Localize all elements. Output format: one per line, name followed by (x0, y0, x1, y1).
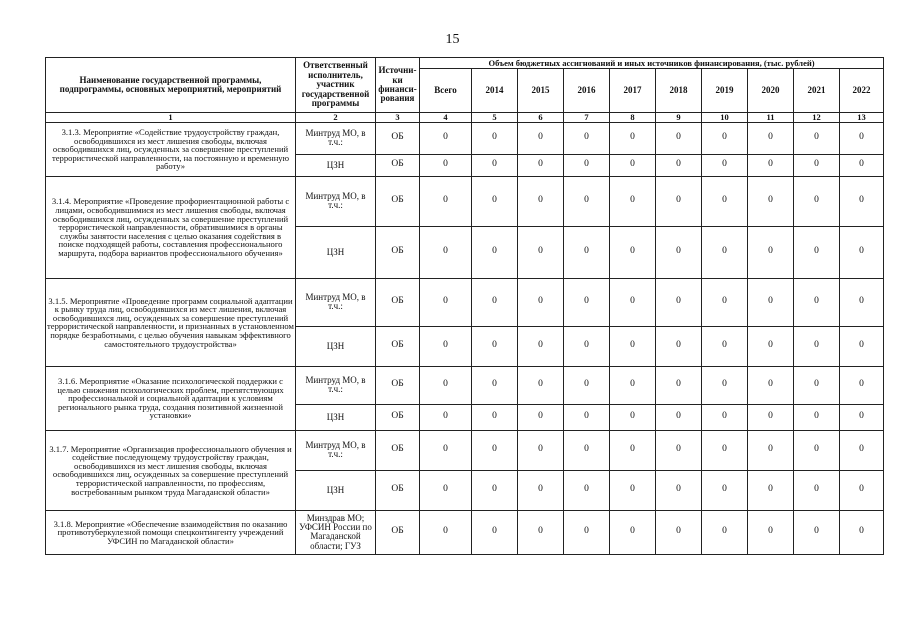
value-cell: 0 (472, 470, 518, 510)
value-cell: 0 (794, 404, 840, 430)
header-year: 2020 (748, 69, 794, 113)
measure-name: 3.1.3. Мероприятие «Содействие трудоустройству граждан, освободившихся из мест лишения свободы, включая освободившихся лиц, осужденных за совершение преступлений террористической направленности, на постоянную и временную работу» (46, 122, 296, 176)
header-year: 2017 (610, 69, 656, 113)
value-cell: 0 (420, 226, 472, 278)
value-cell: 0 (610, 470, 656, 510)
value-cell: 0 (702, 122, 748, 154)
value-cell: 0 (610, 326, 656, 366)
header-year: 2022 (840, 69, 884, 113)
header-year: 2019 (702, 69, 748, 113)
value-cell: 0 (610, 510, 656, 554)
value-cell: 0 (702, 226, 748, 278)
responsible-cell: ЦЗН (296, 154, 376, 176)
value-cell: 0 (656, 326, 702, 366)
source-cell: ОБ (376, 470, 420, 510)
value-cell: 0 (610, 154, 656, 176)
value-cell: 0 (472, 154, 518, 176)
value-cell: 0 (794, 122, 840, 154)
value-cell: 0 (840, 404, 884, 430)
column-number: 11 (748, 113, 794, 123)
value-cell: 0 (420, 326, 472, 366)
value-cell: 0 (564, 326, 610, 366)
value-cell: 0 (840, 278, 884, 326)
measure-name: 3.1.7. Мероприятие «Организация профессионального обучения и содействие последующему трудоустройству граждан, освободившихся из мест лишения свободы, включая освободившихся лиц, осужденных за совершение преступлений террористической направленности, по профессиям, востребованным рынком труда Магаданской области» (46, 430, 296, 510)
column-number: 13 (840, 113, 884, 123)
table-row (46, 366, 884, 404)
header-responsible: Ответственный исполнитель, участник государственной программы (296, 58, 376, 113)
value-cell: 0 (840, 430, 884, 470)
value-cell: 0 (840, 470, 884, 510)
value-cell: 0 (610, 278, 656, 326)
value-cell: 0 (656, 154, 702, 176)
value-cell: 0 (472, 326, 518, 366)
value-cell: 0 (472, 430, 518, 470)
table-row (46, 430, 884, 470)
value-cell: 0 (840, 226, 884, 278)
responsible-cell: ЦЗН (296, 226, 376, 278)
value-cell: 0 (840, 176, 884, 226)
value-cell: 0 (472, 278, 518, 326)
value-cell: 0 (564, 470, 610, 510)
value-cell: 0 (518, 176, 564, 226)
column-number: 2 (296, 113, 376, 123)
value-cell: 0 (656, 226, 702, 278)
value-cell: 0 (656, 176, 702, 226)
value-cell: 0 (702, 470, 748, 510)
measure-name: 3.1.6. Мероприятие «Оказание психологической поддержки с целью снижения психологических проблем, препятствующих профессиональной и социальной адаптации к условиям регионального рынка труда, создания позитивной жизненной установки» (46, 366, 296, 430)
value-cell: 0 (420, 154, 472, 176)
value-cell: 0 (748, 226, 794, 278)
header-year: 2016 (564, 69, 610, 113)
source-cell: ОБ (376, 122, 420, 154)
value-cell: 0 (656, 122, 702, 154)
column-number: 6 (518, 113, 564, 123)
value-cell: 0 (472, 404, 518, 430)
value-cell: 0 (420, 122, 472, 154)
value-cell: 0 (702, 176, 748, 226)
value-cell: 0 (702, 326, 748, 366)
column-number: 8 (610, 113, 656, 123)
value-cell: 0 (840, 326, 884, 366)
value-cell: 0 (564, 430, 610, 470)
value-cell: 0 (702, 510, 748, 554)
source-cell: ОБ (376, 154, 420, 176)
value-cell: 0 (564, 154, 610, 176)
source-cell: ОБ (376, 510, 420, 554)
column-number: 9 (656, 113, 702, 123)
value-cell: 0 (748, 122, 794, 154)
header-year: Всего (420, 69, 472, 113)
value-cell: 0 (748, 278, 794, 326)
column-number: 4 (420, 113, 472, 123)
column-number: 1 (46, 113, 296, 123)
header-year: 2021 (794, 69, 840, 113)
table-body (46, 122, 884, 554)
table-row (46, 510, 884, 554)
table-row (46, 278, 884, 326)
value-cell: 0 (420, 510, 472, 554)
value-cell: 0 (610, 226, 656, 278)
value-cell: 0 (518, 404, 564, 430)
value-cell: 0 (518, 366, 564, 404)
value-cell: 0 (748, 366, 794, 404)
value-cell: 0 (794, 226, 840, 278)
value-cell: 0 (794, 510, 840, 554)
responsible-cell: Минтруд МО, в т.ч.: (296, 278, 376, 326)
measure-name: 3.1.4. Мероприятие «Проведение профориентационной работы с лицами, освободившимися из мест лишения свободы, включая освободившихся лиц, осужденных за совершение преступлений террористической направленности, обратившимися в органы службы занятости населения с целью оказания содействия в поиске подходящей работы, составления профессионального маршрута, подбора вариантов профессионального обучения» (46, 176, 296, 278)
page-number: 15 (445, 32, 460, 47)
value-cell: 0 (656, 404, 702, 430)
value-cell: 0 (564, 366, 610, 404)
value-cell: 0 (518, 470, 564, 510)
responsible-cell: Минтруд МО, в т.ч.: (296, 176, 376, 226)
value-cell: 0 (610, 176, 656, 226)
value-cell: 0 (610, 366, 656, 404)
column-number: 7 (564, 113, 610, 123)
header-name: Наименование государственной программы, подпрограммы, основных мероприятий, мероприятий (46, 58, 296, 113)
measure-name: 3.1.8. Мероприятие «Обеспечение взаимодействия по оказанию противотуберкулезной помощи спецконтингенту учреждений УФСИН по Магаданской области» (46, 510, 296, 554)
responsible-cell: Минтруд МО, в т.ч.: (296, 430, 376, 470)
source-cell: ОБ (376, 366, 420, 404)
value-cell: 0 (840, 366, 884, 404)
value-cell: 0 (518, 154, 564, 176)
source-cell: ОБ (376, 326, 420, 366)
value-cell: 0 (794, 430, 840, 470)
value-cell: 0 (794, 154, 840, 176)
responsible-cell: ЦЗН (296, 470, 376, 510)
value-cell: 0 (794, 176, 840, 226)
header-source: Источни-ки финанси-рования (376, 58, 420, 113)
value-cell: 0 (610, 122, 656, 154)
responsible-cell: ЦЗН (296, 326, 376, 366)
value-cell: 0 (794, 366, 840, 404)
value-cell: 0 (702, 366, 748, 404)
value-cell: 0 (748, 470, 794, 510)
value-cell: 0 (564, 404, 610, 430)
value-cell: 0 (840, 510, 884, 554)
responsible-cell: Минтруд МО, в т.ч.: (296, 366, 376, 404)
value-cell: 0 (748, 326, 794, 366)
source-cell: ОБ (376, 278, 420, 326)
value-cell: 0 (656, 430, 702, 470)
value-cell: 0 (656, 470, 702, 510)
value-cell: 0 (794, 278, 840, 326)
column-number: 12 (794, 113, 840, 123)
source-cell: ОБ (376, 176, 420, 226)
value-cell: 0 (564, 278, 610, 326)
header-year: 2015 (518, 69, 564, 113)
header-year: 2014 (472, 69, 518, 113)
value-cell: 0 (420, 366, 472, 404)
value-cell: 0 (420, 278, 472, 326)
value-cell: 0 (702, 278, 748, 326)
responsible-cell: ЦЗН (296, 404, 376, 430)
value-cell: 0 (748, 154, 794, 176)
value-cell: 0 (748, 176, 794, 226)
value-cell: 0 (794, 326, 840, 366)
value-cell: 0 (420, 176, 472, 226)
value-cell: 0 (702, 154, 748, 176)
value-cell: 0 (702, 430, 748, 470)
table-row (46, 176, 884, 226)
responsible-cell: Минздрав МО; УФСИН России по Магаданской области; ГУЗ (296, 510, 376, 554)
source-cell: ОБ (376, 404, 420, 430)
value-cell: 0 (610, 404, 656, 430)
value-cell: 0 (564, 510, 610, 554)
value-cell: 0 (656, 278, 702, 326)
responsible-cell: Минтруд МО, в т.ч.: (296, 122, 376, 154)
value-cell: 0 (748, 510, 794, 554)
value-cell: 0 (472, 366, 518, 404)
value-cell: 0 (748, 404, 794, 430)
value-cell: 0 (518, 278, 564, 326)
value-cell: 0 (840, 154, 884, 176)
value-cell: 0 (472, 122, 518, 154)
value-cell: 0 (518, 326, 564, 366)
column-number: 3 (376, 113, 420, 123)
value-cell: 0 (472, 226, 518, 278)
header-year: 2018 (656, 69, 702, 113)
value-cell: 0 (472, 510, 518, 554)
column-number: 10 (702, 113, 748, 123)
value-cell: 0 (748, 430, 794, 470)
value-cell: 0 (518, 430, 564, 470)
value-cell: 0 (420, 430, 472, 470)
value-cell: 0 (840, 122, 884, 154)
column-number: 5 (472, 113, 518, 123)
value-cell: 0 (420, 470, 472, 510)
value-cell: 0 (656, 510, 702, 554)
measure-name: 3.1.5. Мероприятие «Проведение программ социальной адаптации к рынку труда лиц, освободившихся из мест лишения, включая освободившихся лиц, осужденных за совершение преступлений террористической направленности, и признанных в установленном порядке безработными, с целью обучения навыкам эффективного самостоятельного трудоустройства» (46, 278, 296, 366)
value-cell: 0 (794, 470, 840, 510)
value-cell: 0 (472, 176, 518, 226)
value-cell: 0 (702, 404, 748, 430)
value-cell: 0 (518, 122, 564, 154)
value-cell: 0 (564, 226, 610, 278)
budget-table (45, 57, 884, 555)
source-cell: ОБ (376, 430, 420, 470)
value-cell: 0 (564, 176, 610, 226)
value-cell: 0 (420, 404, 472, 430)
value-cell: 0 (518, 226, 564, 278)
value-cell: 0 (656, 366, 702, 404)
header-funding-span: Объем бюджетных ассигнований и иных источников финансирования, (тыс. рублей) (420, 58, 884, 69)
source-cell: ОБ (376, 226, 420, 278)
table-row (46, 122, 884, 154)
value-cell: 0 (610, 430, 656, 470)
value-cell: 0 (518, 510, 564, 554)
value-cell: 0 (564, 122, 610, 154)
